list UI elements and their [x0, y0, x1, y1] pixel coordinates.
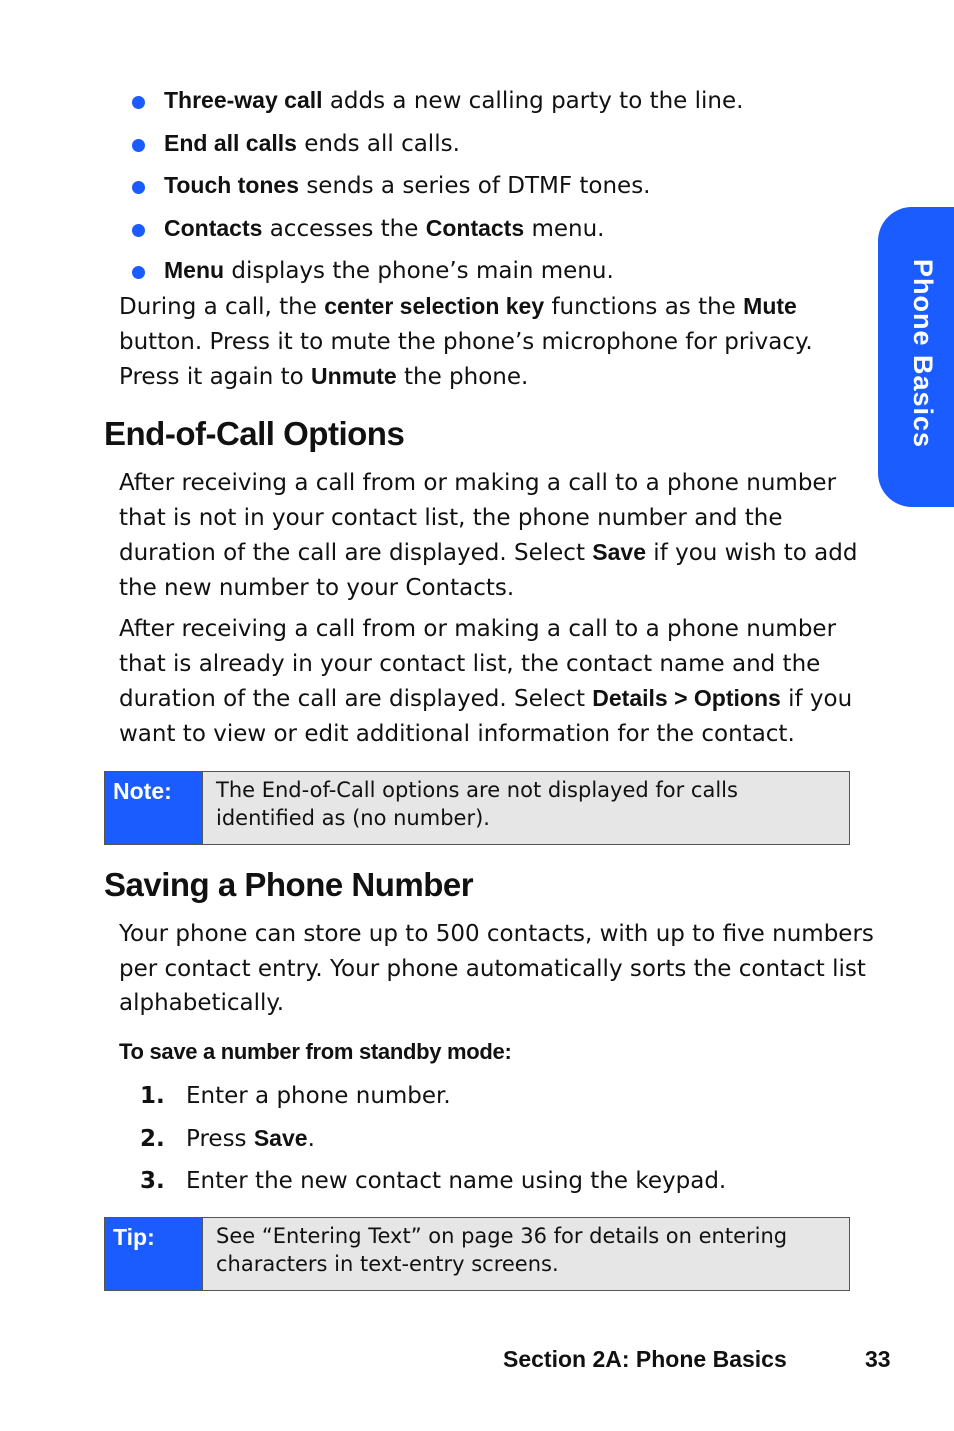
page-number: 33	[865, 1346, 891, 1372]
section-heading: Saving a Phone Number	[104, 866, 474, 903]
list-item: Contacts accesses the Contacts menu.	[128, 208, 868, 251]
list-item: 1. Enter a phone number.	[140, 1083, 451, 1109]
list-item: Three-way call adds a new calling party to the line.	[128, 80, 868, 123]
list-item: Touch tones sends a series of DTMF tones.	[128, 165, 868, 208]
bullet-icon	[132, 139, 145, 152]
note-box	[104, 771, 850, 845]
list-item: End all calls ends all calls.	[128, 123, 868, 166]
bullet-icon	[132, 96, 145, 109]
body-paragraph: Your phone can store up to 500 contacts, with up to five numbers per contact entry. Your phone automatically sorts the contact list alphabetically.	[119, 921, 874, 1017]
tip-label: Tip:	[105, 1218, 203, 1290]
section-heading: End-of-Call Options	[104, 415, 405, 452]
note-text: The End-of-Call options are not displayed for calls identified as (no number).	[216, 778, 738, 830]
section-side-tab	[878, 207, 954, 507]
note-label: Note:	[105, 772, 203, 844]
side-tab-label: Phone Basics	[908, 259, 938, 449]
list-item: Menu displays the phone’s main menu.	[128, 250, 868, 293]
body-paragraph: After receiving a call from or making a call to a phone number that is not in your contact list, the phone number and the duration of the call are displayed. Select Save if you wish to add the new number to your Contacts.	[119, 470, 858, 601]
bullet-icon	[132, 266, 145, 279]
procedure-subheading: To save a number from standby mode:	[119, 1039, 512, 1064]
feature-bullet-list	[128, 80, 868, 293]
list-item: 3. Enter the new contact name using the keypad.	[140, 1168, 727, 1194]
body-paragraph: After receiving a call from or making a call to a phone number that is already in your contact list, the contact name and the duration of the call are displayed. Select Details > Options if you want to view or edit additional information for the contact.	[119, 616, 853, 747]
tip-text: See “Entering Text” on page 36 for details on entering characters in text-entry screens.	[216, 1224, 788, 1276]
bullet-icon	[132, 224, 145, 237]
tip-box	[104, 1217, 850, 1291]
step-list	[140, 1075, 726, 1203]
bullet-icon	[132, 181, 145, 194]
list-item: 2. Press Save.	[140, 1124, 315, 1152]
mute-paragraph: During a call, the center selection key functions as the Mute button. Press it to mute the phone’s microphone for privacy. Press it again to Unmute the phone.	[119, 293, 813, 391]
footer-section-title: Section 2A: Phone Basics	[503, 1346, 787, 1372]
